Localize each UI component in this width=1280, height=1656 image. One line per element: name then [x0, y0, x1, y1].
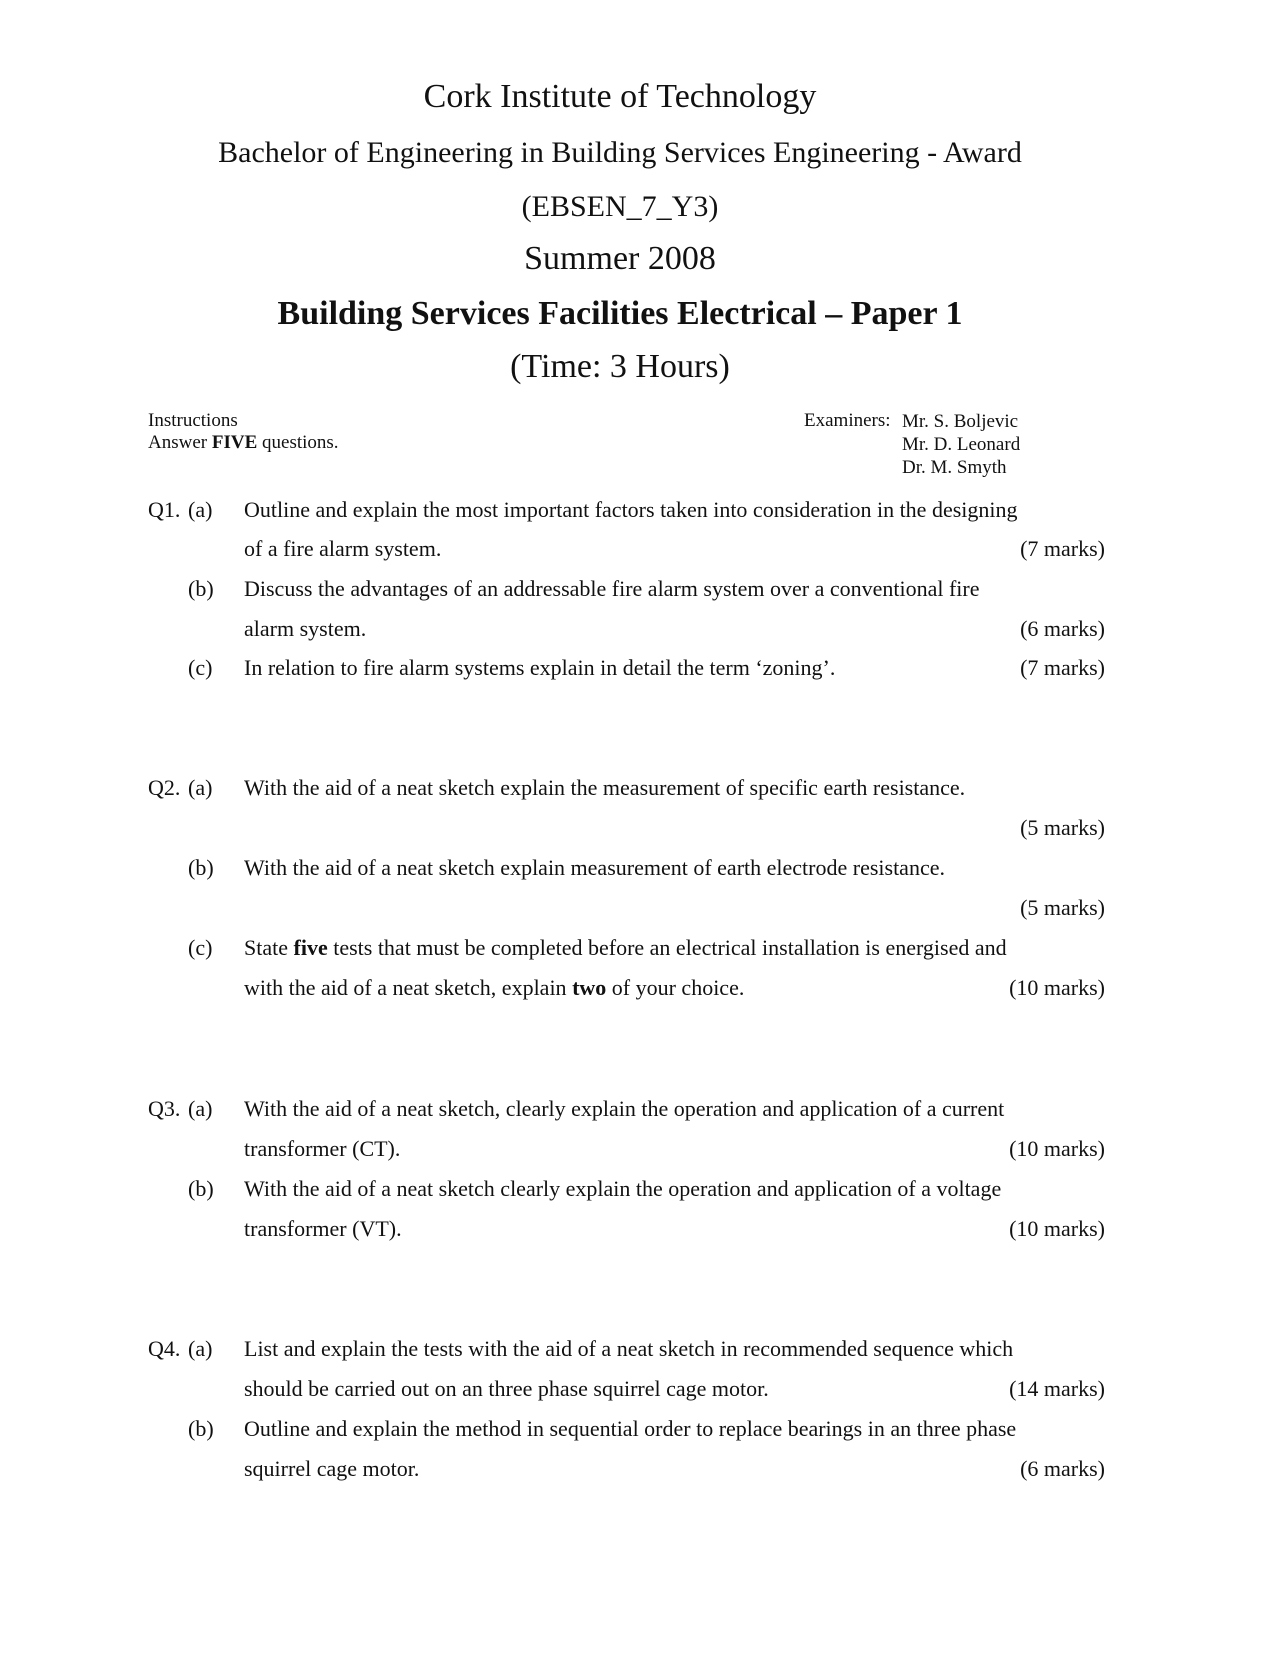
q3a-line-1	[0, 1093, 1280, 1125]
q2c-line-1	[0, 932, 1280, 964]
text-fragment: of your choice.	[606, 975, 745, 1000]
exam-duration: (Time: 3 Hours)	[510, 348, 730, 385]
part-label: (b)	[188, 1176, 214, 1201]
examiner-name: Mr. S. Boljevic	[902, 411, 1019, 432]
examiner-name: Mr. D. Leonard	[902, 434, 1021, 455]
q3b-line-2	[0, 1213, 1280, 1245]
paper-title: Building Services Facilities Electrical – Paper 1	[277, 295, 963, 332]
question-text: With the aid of a neat sketch, clearly explain the operation and application of a current	[244, 1096, 1005, 1121]
question-number: Q1.	[148, 497, 181, 522]
question-text: Outline and explain the method in sequential order to replace bearings in an three phase	[244, 1416, 1017, 1441]
q3b-line-1	[0, 1173, 1280, 1205]
part-label: (b)	[188, 1416, 214, 1441]
question-text: Discuss the advantages of an addressable fire alarm system over a conventional fire	[244, 576, 980, 601]
marks-label: (7 marks)	[1020, 655, 1105, 680]
exam-session: Summer 2008	[524, 240, 716, 277]
marks-label: (10 marks)	[1009, 975, 1105, 1000]
instructions-prefix: Answer	[148, 432, 212, 453]
q2a-line-1	[0, 772, 1280, 804]
question-text: With the aid of a neat sketch clearly explain the operation and application of a voltage	[244, 1176, 1002, 1201]
q4a-line-1	[0, 1333, 1280, 1365]
q2a-line-2	[0, 812, 1280, 844]
q1b-line-1	[0, 573, 1280, 605]
q4b-line-1	[0, 1413, 1280, 1445]
part-label: (a)	[188, 497, 213, 522]
text-fragment: tests that must be completed before an electrical installation is energised and	[327, 935, 1007, 960]
marks-label: (5 marks)	[1020, 815, 1105, 840]
marks-label: (6 marks)	[1020, 616, 1105, 641]
part-label: (a)	[188, 1096, 213, 1121]
question-text: transformer (VT).	[244, 1216, 402, 1241]
question-text: In relation to fire alarm systems explain in detail the term ‘zoning’.	[244, 655, 836, 680]
part-label: (a)	[188, 1336, 213, 1361]
question-text	[244, 932, 1007, 964]
question-number: Q3.	[148, 1096, 181, 1121]
q2b-line-1	[0, 852, 1280, 884]
question-text: alarm system.	[244, 616, 367, 641]
examiners-label: Examiners:	[804, 410, 891, 431]
q2b-line-2	[0, 892, 1280, 924]
question-number: Q2.	[148, 775, 181, 800]
institution-name: Cork Institute of Technology	[423, 78, 817, 115]
part-label: (a)	[188, 775, 213, 800]
part-label: (b)	[188, 576, 214, 601]
q2c-line-2	[0, 972, 1280, 1004]
marks-label: (10 marks)	[1009, 1216, 1105, 1241]
marks-label: (14 marks)	[1009, 1376, 1105, 1401]
q1c-line-1	[0, 652, 1280, 684]
text-fragment: with the aid of a neat sketch, explain	[244, 975, 573, 1000]
q1b-line-2	[0, 613, 1280, 645]
question-text: List and explain the tests with the aid of a neat sketch in recommended sequence which	[244, 1336, 1014, 1361]
q1a-line-1	[0, 494, 1280, 526]
q1a-line-2	[0, 533, 1280, 565]
instructions-heading: Instructions	[148, 410, 238, 431]
part-label: (c)	[188, 935, 213, 960]
emphasis: two	[572, 975, 607, 1000]
question-text: With the aid of a neat sketch explain measurement of earth electrode resistance.	[244, 855, 945, 880]
question-text: Outline and explain the most important factors taken into consideration in the designing	[244, 497, 1018, 522]
marks-label: (7 marks)	[1020, 536, 1105, 561]
examiner-name: Dr. M. Smyth	[902, 457, 1007, 478]
q4b-line-2	[0, 1453, 1280, 1485]
question-text: should be carried out on an three phase squirrel cage motor.	[244, 1376, 769, 1401]
emphasis: five	[293, 935, 328, 960]
marks-label: (10 marks)	[1009, 1136, 1105, 1161]
text-fragment: State	[244, 935, 294, 960]
question-number: Q4.	[148, 1336, 181, 1361]
examiners-list	[902, 410, 1020, 479]
q3a-line-2	[0, 1133, 1280, 1165]
question-text: transformer (CT).	[244, 1136, 401, 1161]
instructions-text	[148, 432, 339, 454]
marks-label: (6 marks)	[1020, 1456, 1105, 1481]
question-text	[244, 972, 744, 1004]
part-label: (b)	[188, 855, 214, 880]
question-text: With the aid of a neat sketch explain the measurement of specific earth resistance.	[244, 775, 966, 800]
instructions-count: FIVE	[211, 432, 258, 453]
instructions-suffix: questions.	[257, 432, 339, 453]
programme-code: (EBSEN_7_Y3)	[521, 190, 719, 223]
instructions-block	[148, 410, 339, 454]
marks-label: (5 marks)	[1020, 895, 1105, 920]
part-label: (c)	[188, 655, 213, 680]
question-text: squirrel cage motor.	[244, 1456, 420, 1481]
question-text: of a fire alarm system.	[244, 536, 442, 561]
q4a-line-2	[0, 1373, 1280, 1405]
programme-name: Bachelor of Engineering in Building Services Engineering - Award	[218, 136, 1022, 169]
